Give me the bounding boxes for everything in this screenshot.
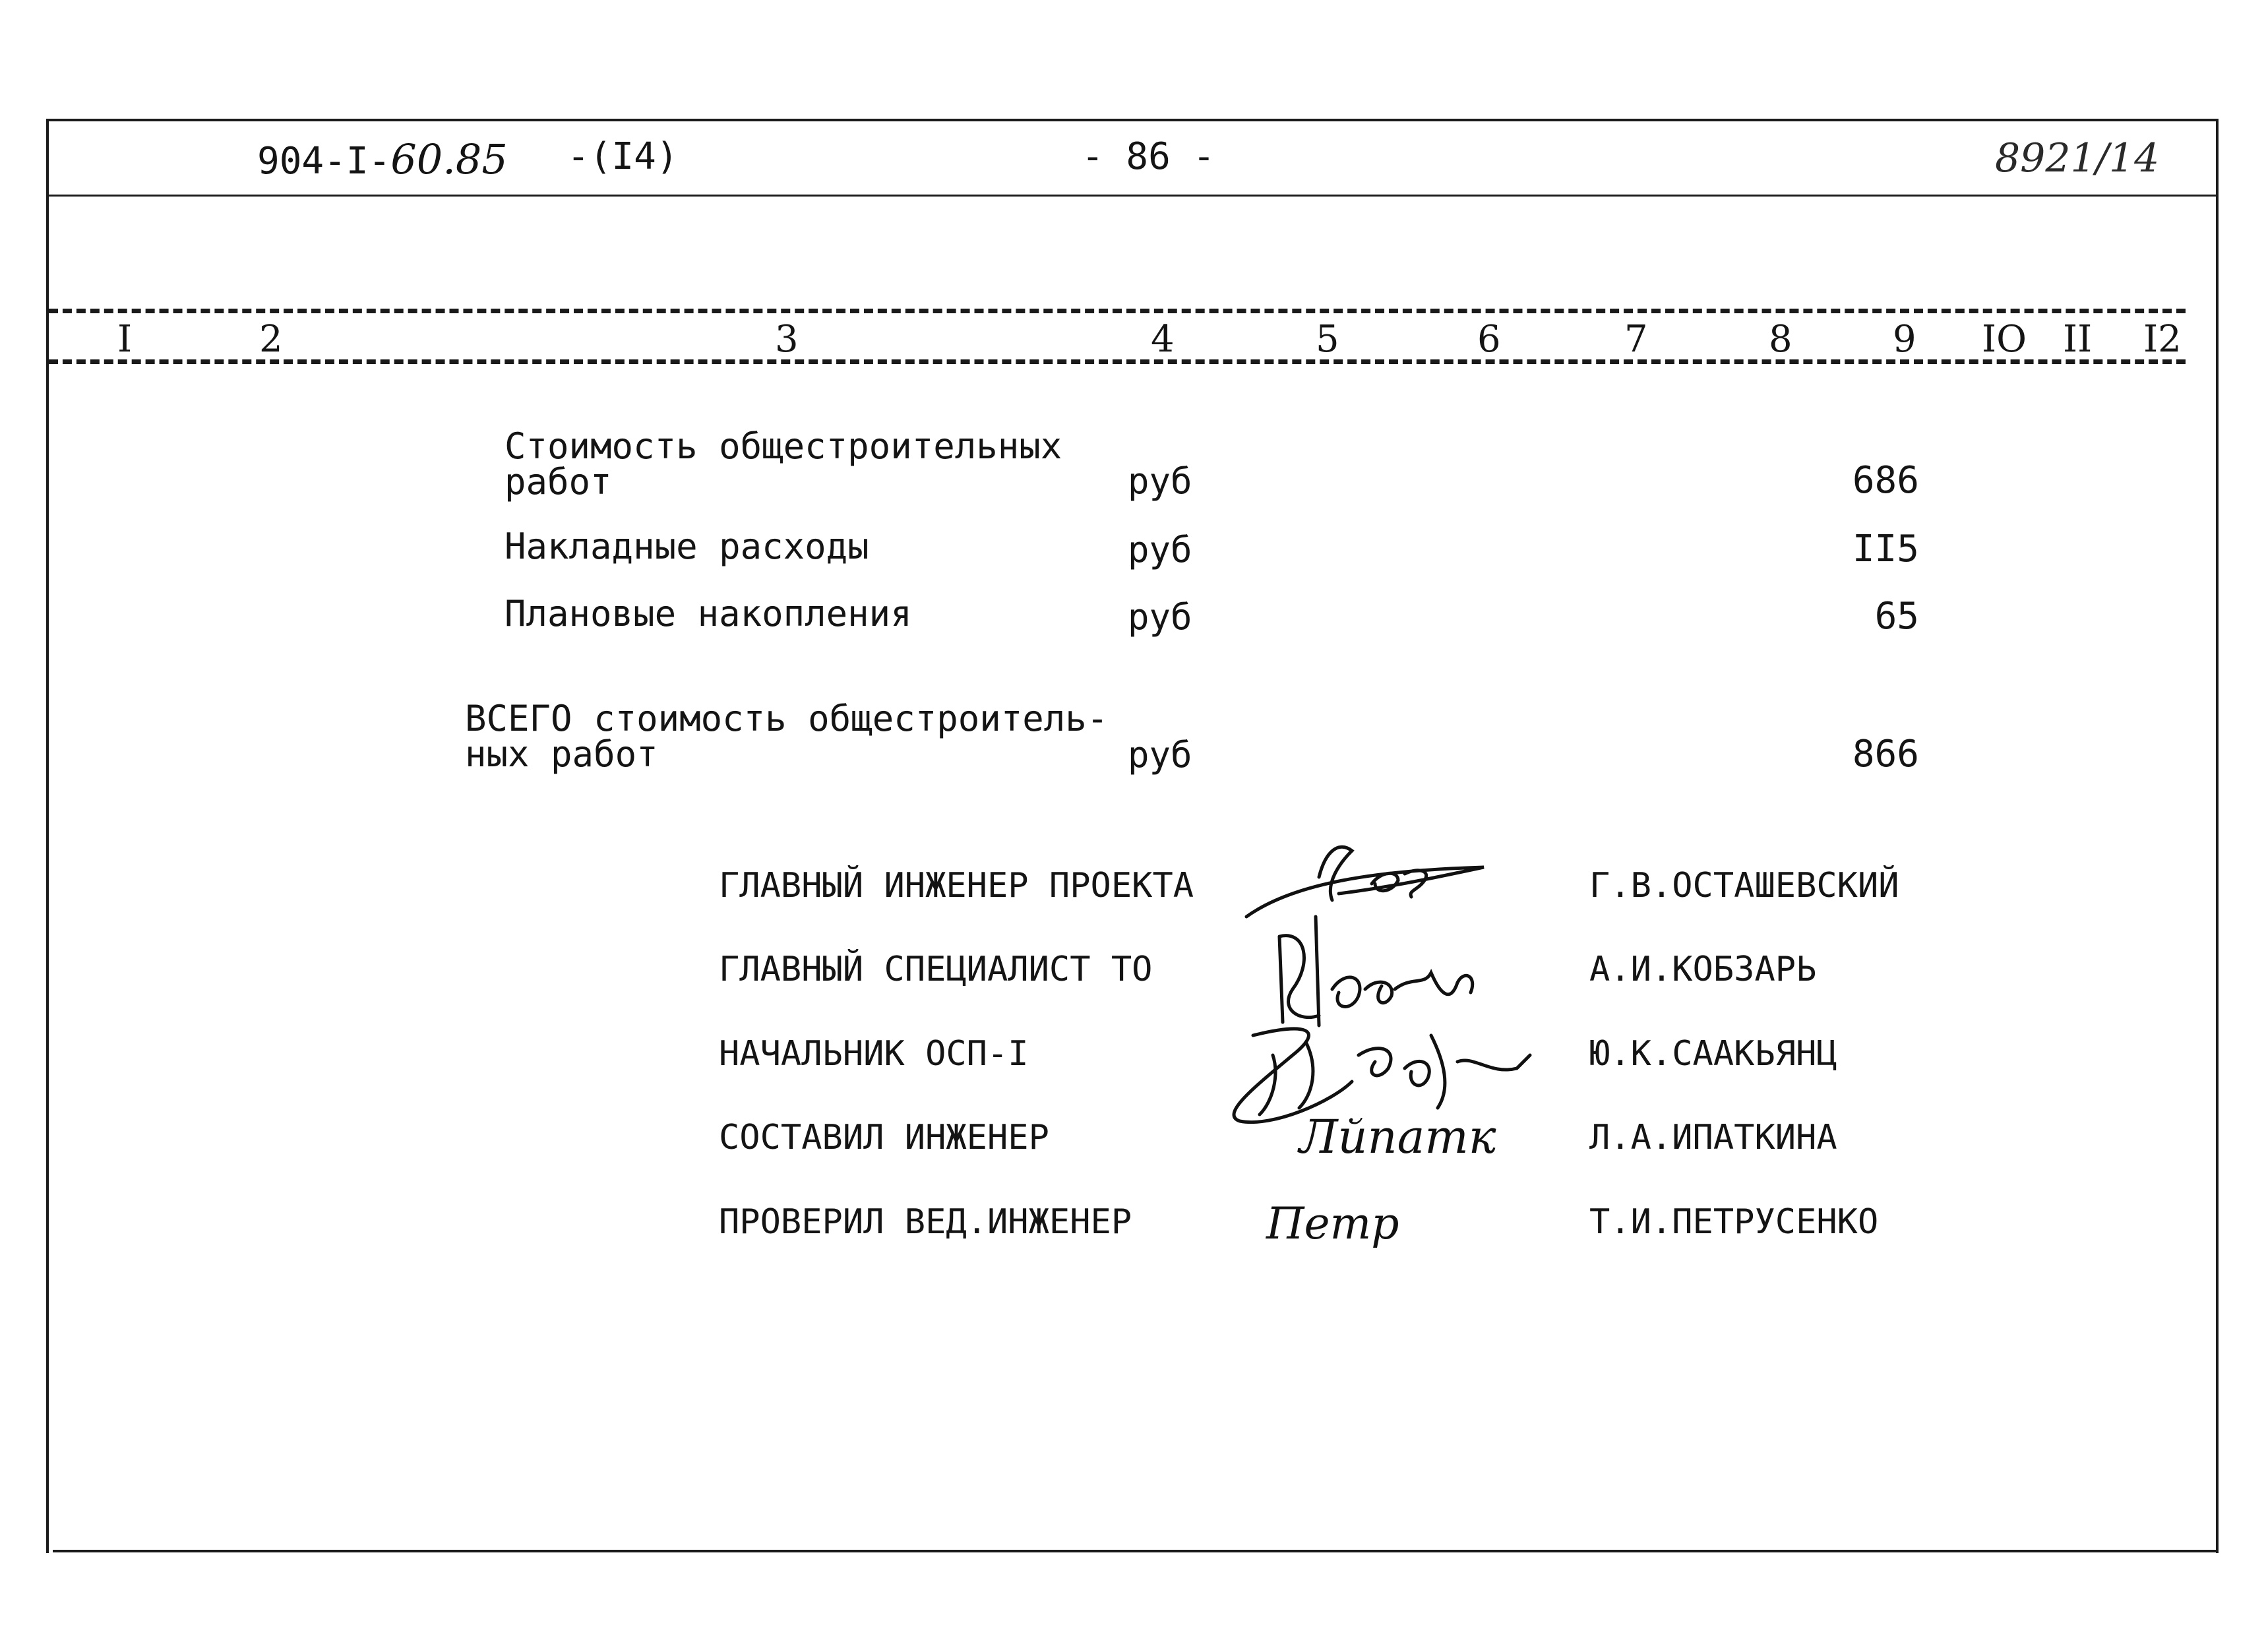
doc-code-handwritten: 60.85	[390, 135, 508, 183]
signature-role: НАЧАЛЬНИК ОСП-I	[719, 1034, 1029, 1074]
frame-right-border	[2216, 119, 2219, 1553]
row-value: 686	[1852, 459, 1919, 502]
column-number-9: 9	[1893, 318, 1916, 361]
column-number-4: 4	[1151, 318, 1175, 361]
header-rule	[49, 195, 2219, 197]
signature-mark-text: Петр	[1266, 1198, 1399, 1249]
column-number-7: 7	[1624, 318, 1648, 361]
column-number-5: 5	[1316, 318, 1339, 361]
column-number-1: I	[117, 318, 133, 361]
column-number-8: 8	[1769, 318, 1792, 361]
column-strip-top-dash	[49, 309, 2186, 313]
signature-name: Л.А.ИПАТКИНА	[1589, 1118, 1837, 1157]
total-value: 866	[1852, 733, 1919, 776]
row-value: II5	[1852, 528, 1919, 570]
row-label-general-construction	[505, 425, 1062, 503]
total-label-line2: ных работ	[465, 733, 658, 775]
row-label-planned-savings: Плановые накопления	[505, 593, 912, 634]
signature-role: ПРОВЕРИЛ ВЕД.ИНЖЕНЕР	[719, 1202, 1132, 1242]
signature-mark-text: Лйпатк	[1299, 1110, 1496, 1164]
column-number-6: 6	[1477, 318, 1501, 361]
frame-bottom-border	[53, 1550, 2219, 1552]
doc-code-suffix: -(I4)	[567, 135, 679, 178]
signature-mark-compiler	[1293, 1101, 1510, 1174]
row-value: 65	[1874, 595, 1919, 638]
column-number-2: 2	[259, 318, 283, 361]
signature-name: Ю.К.СААКЬЯНЦ	[1589, 1034, 1837, 1074]
total-label	[465, 698, 1109, 775]
row-label-line1: Стоимость общестроительных	[505, 425, 1062, 467]
total-label-line1: ВСЕГО стоимость общестроитель-	[465, 698, 1109, 739]
column-strip-bottom-dash	[49, 359, 2186, 364]
column-number-10: IO	[1982, 318, 2027, 361]
frame-left-border	[46, 119, 49, 1553]
row-unit: руб	[1128, 529, 1192, 570]
signature-role: СОСТАВИЛ ИНЖЕНЕР	[719, 1118, 1049, 1157]
signature-name: Т.И.ПЕТРУСЕНКО	[1589, 1202, 1879, 1242]
row-unit: руб	[1128, 596, 1192, 638]
column-number-3: 3	[775, 318, 799, 361]
row-label-line2: работ	[505, 461, 612, 503]
total-unit: руб	[1128, 734, 1192, 776]
signature-role: ГЛАВНЫЙ СПЕЦИАЛИСТ ТО	[719, 950, 1153, 989]
document-code	[257, 135, 508, 183]
row-unit: руб	[1128, 460, 1192, 502]
row-label-overhead: Накладные расходы	[505, 526, 869, 567]
signature-mark-checker	[1260, 1187, 1438, 1260]
frame-top-border	[46, 119, 2219, 121]
archive-number: 8921/14	[1995, 135, 2160, 181]
signature-name: А.И.КОБЗАРЬ	[1589, 950, 1817, 989]
column-number-12: I2	[2143, 318, 2182, 361]
signature-name: Г.В.ОСТАШЕВСКИЙ	[1589, 866, 1899, 905]
signature-role: ГЛАВНЫЙ ИНЖЕНЕР ПРОЕКТА	[719, 866, 1194, 905]
page-number: - 86 -	[1082, 135, 1215, 178]
column-number-11: II	[2063, 318, 2093, 361]
doc-code-prefix: 904-I-	[257, 140, 391, 183]
